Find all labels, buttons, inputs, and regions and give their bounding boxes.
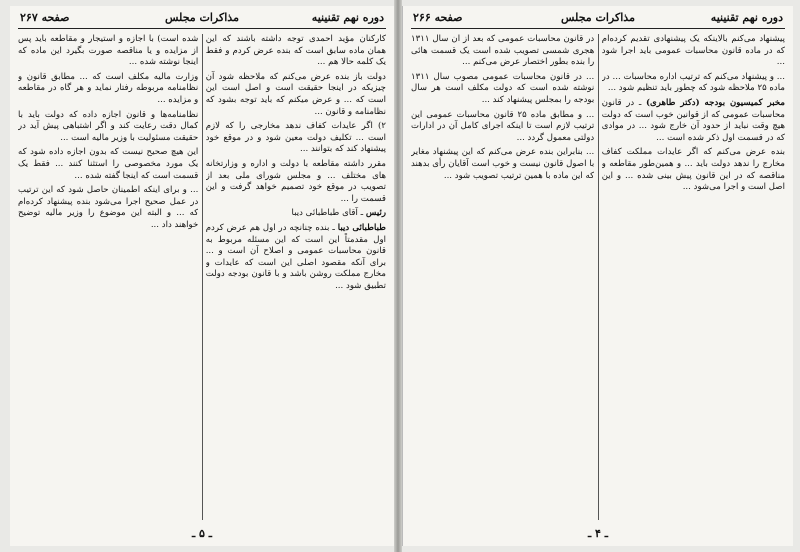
right-page — [402, 6, 793, 546]
book-gutter — [394, 0, 402, 552]
paragraph: ۲) اگر عایدات کفاف ندهد مخارجی را که لازم است ... تکلیف دولت معین شود و در موقع خود پیشنهاد کند که بتوانند ... — [205, 121, 386, 155]
speaker-text: بنده چنانچه در اول هم عرض کردم اول مقدمتاً این است که این مسئله مربوط به قانون محاسبات عمومی و اصلاح آن است و ... برای آنکه مقصود اصلی این است که عایدات و مخارج مملکت روشن باشد و با قانون بودجه دولت تطبیق شود ... — [205, 222, 386, 291]
left-page-column-left — [18, 34, 198, 520]
paragraph: دولت باز بنده عرض می‌کنم که ملاحظه شود آن چیزیکه در اینجا حقیقت است و اصل است این است که ... و عرض میکنم که باید توجه بشود که نظامنامه و قانون ... — [205, 71, 386, 117]
paragraph: مقرر داشته مقاطعه با دولت و اداره و وزارتخانه های مختلف ... و مجلس شورای ملی بعد از تصویب در موقع خود تصمیم خواهد گرفت و این قسمت را ... — [205, 158, 386, 204]
speaker-name: رئیس — [365, 208, 386, 219]
right-page-footer: ـ ۴ ـ — [587, 527, 609, 540]
paragraph: ... و پیشنهاد می‌کنم که ترتیب اداره محاسبات ... در ماده ۲۵ ملاحظه شود که چطور باید تنظیم شود ... — [601, 71, 785, 94]
paragraph: در قانون محاسبات عمومی که بعد از آن سال ۱۳۱۱ هجری شمسی تصویب شده است یک قسمت هائی را بنده بطور اختصار عرض می‌کنم ... — [411, 34, 595, 68]
speaker-name: مخبر کمیسیون بودجه (دکتر طاهری) — [645, 97, 785, 108]
speaker-line: مخبر کمیسیون بودجه (دکتر طاهری) ـ در قانون محاسبات عمومی که از قوانین خوب است که دولت هیچ وقت نباید از حدود آن خارج شود ... در موادی که در قسمت اول ذکر شده است ... — [601, 97, 785, 143]
paragraph: ... در قانون محاسبات عمومی مصوب سال ۱۳۱۱ نوشته شده است که دولت مکلف است هر سال بودجه را بمجلس پیشنهاد کند ... — [411, 71, 595, 105]
left-page-header — [18, 10, 386, 29]
left-page-number: صفحه ۲۶۷ — [20, 11, 70, 24]
column-divider — [202, 34, 203, 520]
right-page-column-right — [602, 34, 785, 520]
left-page-footer: ـ ۵ ـ — [191, 527, 213, 540]
paragraph: شده است) با اجازه و استیجار و مقاطعه باید پس از مزایده و یا مناقصه صورت بگیرد این ماده که اینجا نوشته شده ... — [18, 34, 199, 68]
right-page-title: مذاکرات مجلس — [561, 11, 635, 24]
right-page-header — [411, 10, 785, 29]
paragraph: این هیچ صحیح نیست که بدون اجازه داده شود که یک مورد مخصوصی را استثنا کنند ... فقط یک قسمت است که اینجا گفته شده ... — [18, 147, 199, 181]
paragraph: وزارت مالیه مکلف است که ... مطابق قانون و نظامنامه مربوطه رفتار نماید و هر گاه در مقاطعه و مزایده ... — [18, 71, 199, 105]
paragraph: بنده عرض می‌کنم که اگر عایدات مملکت کفاف مخارج را ندهد دولت باید ... و همین‌طور مقاطعه و مناقصه که در این قانون پیش بینی شده ... و این اصل است و اجرا می‌شود ... — [601, 147, 785, 193]
paragraph: پیشنهاد می‌کنم بالاینکه یک پیشنهادی تقدیم کرده‌ام که در ماده قانون محاسبات عمومی باید اجرا شود ... — [601, 34, 785, 68]
speaker-line: طباطبائی دیبا ـ بنده چنانچه در اول هم عرض کردم اول مقدمتاً این است که این مسئله مربوط به قانون محاسبات عمومی و اصلاح آن است و ... برای آنکه مقصود اصلی این است که عایدات و مخارج مملکت روشن باشد و با قانون بودجه دولت تطبیق شود ... — [205, 222, 386, 291]
speaker-text: آقای طباطبائی دیبا — [291, 208, 358, 219]
left-page-period: دوره نهم تقنینیه — [311, 11, 384, 24]
paragraph: ... و مطابق ماده ۲۵ قانون محاسبات عمومی این ترتیب لازم است تا اینکه اجرای کامل آن در ادارات دولتی معمول گردد ... — [411, 109, 595, 143]
right-page-body — [411, 34, 785, 520]
paragraph: کارکنان مؤید احمدی توجه داشته باشند که این همان ماده سابق است که بنده عرض کردم و فقط یک کلمه حالا هم ... — [205, 34, 386, 68]
column-divider — [598, 34, 599, 520]
right-page-column-left — [411, 34, 594, 520]
left-page-column-right — [206, 34, 386, 520]
left-page — [10, 6, 395, 546]
left-page-title: مذاکرات مجلس — [165, 11, 239, 24]
speaker-line: رئیس ـ آقای طباطبائی دیبا — [291, 208, 386, 219]
left-page-body — [18, 34, 386, 520]
paragraph: نظامنامه‌ها و قانون اجازه داده که دولت باید با کمال دقت رعایت کند و اگر اشتباهی پیش آید در حقیقت مسئولیت با وزیر مالیه است ... — [18, 109, 199, 143]
speaker-text: در قانون محاسبات عمومی که از قوانین خوب است که دولت هیچ وقت نباید از حدود آن خارج شود ... در موادی که در قسمت اول ذکر شده است ... — [601, 97, 785, 143]
right-page-period: دوره نهم تقنینیه — [710, 11, 783, 24]
paragraph: ... بنابراین بنده عرض می‌کنم که این پیشنهاد مغایر با اصول قانون نیست و خوب است آقایان رأی بدهند که این ماده با همین ترتیب تصویب شود ... — [411, 147, 595, 181]
right-page-number: صفحه ۲۶۶ — [413, 11, 463, 24]
speaker-name: طباطبائی دیبا — [337, 222, 386, 233]
paragraph: ... و برای اینکه اطمینان حاصل شود که این ترتیب در عمل صحیح اجرا می‌شود بنده پیشنهاد کرده‌ام که ... و البته این موضوع را وزیر مالیه توضیح خواهند داد ... — [18, 185, 199, 230]
